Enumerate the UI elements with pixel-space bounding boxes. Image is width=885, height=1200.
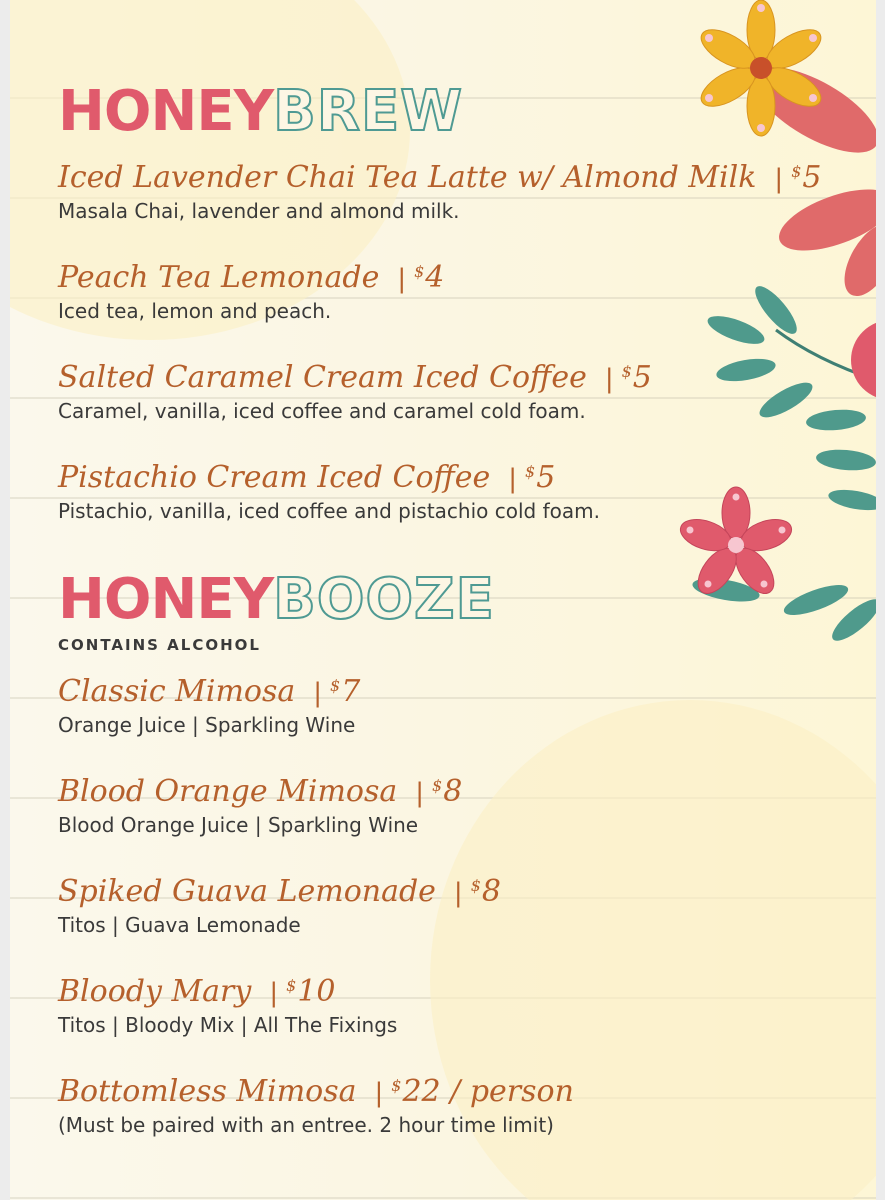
alcohol-note: CONTAINS ALCOHOL <box>58 636 261 654</box>
menu-item <box>58 160 821 223</box>
item-name: Iced Lavender Chai Tea Latte w/ Almond Milk <box>58 160 757 195</box>
menu-item <box>58 260 444 323</box>
item-name: Salted Caramel Cream Iced Coffee <box>58 360 587 395</box>
dollar-sign: $ <box>391 1076 402 1095</box>
heading-honey: HONEY <box>58 79 274 144</box>
item-price: 5 <box>536 460 556 495</box>
item-description: Iced tea, lemon and peach. <box>58 299 332 323</box>
item-description: Masala Chai, lavender and almond milk. <box>58 199 460 223</box>
item-separator: | <box>604 364 614 394</box>
item-separator: | <box>397 264 407 294</box>
item-price: 10 <box>297 974 336 1009</box>
item-name: Bloody Mary <box>58 974 252 1009</box>
heading-brew: BREW <box>273 79 463 144</box>
item-separator: | <box>774 164 784 194</box>
item-name: Spiked Guava Lemonade <box>58 874 436 909</box>
item-price: 22 / person <box>402 1074 574 1109</box>
menu-item <box>58 460 600 523</box>
item-price: 8 <box>481 874 501 909</box>
menu-item <box>58 674 360 737</box>
dollar-sign: $ <box>470 876 481 895</box>
menu-page <box>10 0 876 1200</box>
item-name: Classic Mimosa <box>58 674 296 709</box>
item-separator: | <box>453 878 463 908</box>
floral-decoration <box>666 0 876 660</box>
item-description: Caramel, vanilla, iced coffee and caramel cold foam. <box>58 399 586 423</box>
item-name: Peach Tea Lemonade <box>58 260 380 295</box>
dollar-sign: $ <box>621 362 632 381</box>
item-name: Bottomless Mimosa <box>58 1074 357 1109</box>
menu-item <box>58 1074 574 1137</box>
item-price: 4 <box>425 260 445 295</box>
item-name: Blood Orange Mimosa <box>58 774 398 809</box>
menu-item <box>58 974 397 1037</box>
pink-bud-icon <box>851 320 876 400</box>
item-separator: | <box>374 1078 384 1108</box>
section-heading-brew <box>58 79 463 144</box>
dollar-sign: $ <box>791 162 802 181</box>
item-separator: | <box>269 978 279 1008</box>
item-separator: | <box>313 678 323 708</box>
green-leaves-icon <box>691 281 876 647</box>
dollar-sign: $ <box>330 676 341 695</box>
item-description: Titos | Bloody Mix | All The Fixings <box>58 1013 398 1037</box>
item-separator: | <box>415 778 425 808</box>
heading-honey: HONEY <box>58 567 274 632</box>
item-price: 5 <box>632 360 652 395</box>
section-heading-booze <box>58 567 495 632</box>
item-price: 8 <box>443 774 463 809</box>
item-description: Blood Orange Juice | Sparkling Wine <box>58 813 419 837</box>
item-price: 7 <box>341 674 361 709</box>
dollar-sign: $ <box>414 262 425 281</box>
dollar-sign: $ <box>432 776 443 795</box>
item-price: 5 <box>802 160 822 195</box>
item-name: Pistachio Cream Iced Coffee <box>58 460 491 495</box>
item-description: Titos | Guava Lemonade <box>58 913 301 937</box>
menu-item <box>58 874 501 937</box>
item-description: Pistachio, vanilla, iced coffee and pistachio cold foam. <box>58 499 600 523</box>
item-separator: | <box>508 464 518 494</box>
item-description: (Must be paired with an entree. 2 hour time limit) <box>58 1113 554 1137</box>
item-description: Orange Juice | Sparkling Wine <box>58 713 356 737</box>
dollar-sign: $ <box>525 462 536 481</box>
menu-item <box>58 774 462 837</box>
dollar-sign: $ <box>286 976 297 995</box>
menu-item <box>58 360 652 423</box>
heading-booze: BOOZE <box>273 567 495 632</box>
